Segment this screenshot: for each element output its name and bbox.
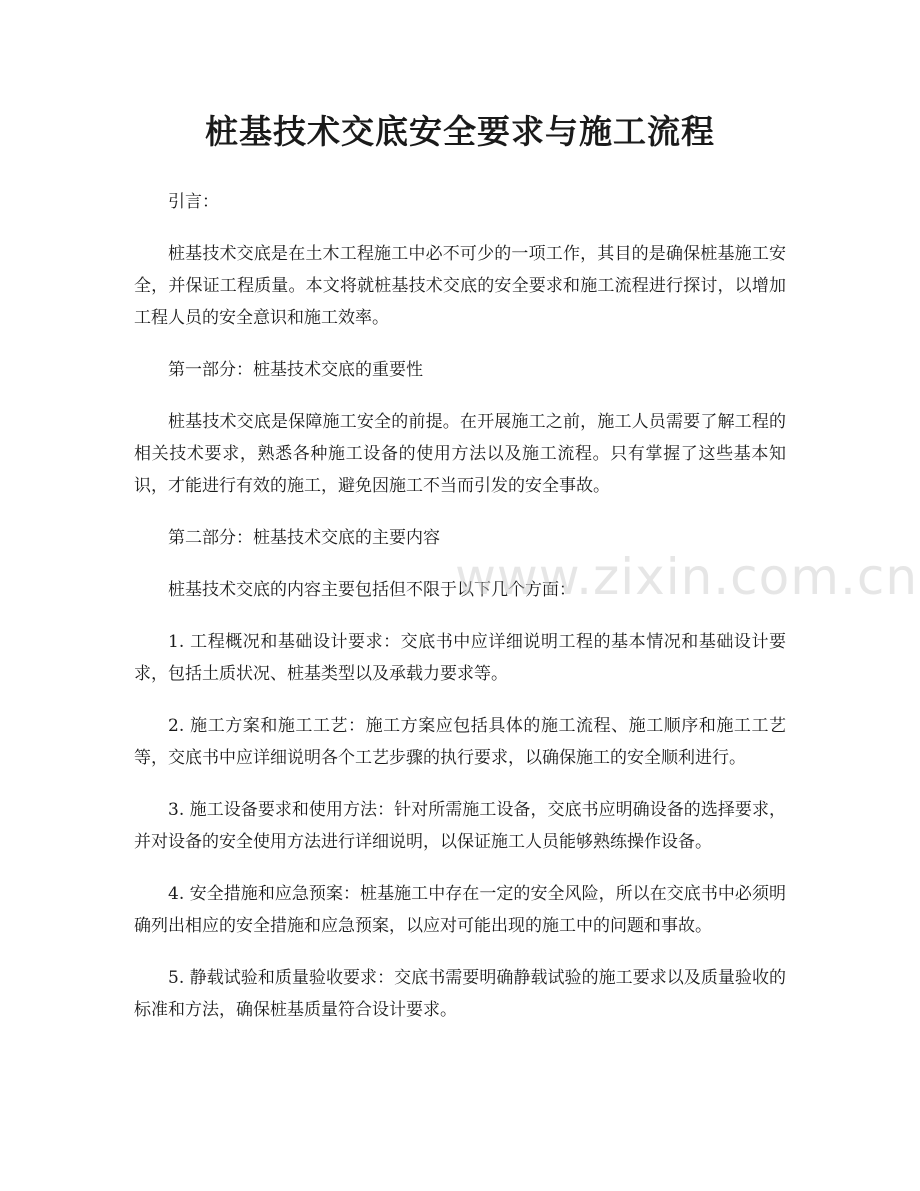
list-item-3: 3. 施工设备要求和使用方法：针对所需施工设备，交底书应明确设备的选择要求，并对设备的安全使用方法进行详细说明，以保证施工人员能够熟练操作设备。	[134, 800, 786, 852]
paragraph-intro: 桩基技术交底是在土木工程施工中必不可少的一项工作，其目的是确保桩基施工安全，并保证工程质量。本文将就桩基技术交底的安全要求和施工流程进行探讨，以增加工程人员的安全意识和施工效率。	[134, 244, 786, 328]
list-item-1: 1. 工程概况和基础设计要求：交底书中应详细说明工程的基本情况和基础设计要求，包括土质状况、桩基类型以及承载力要求等。	[134, 632, 786, 684]
list-item-5: 5. 静载试验和质量验收要求：交底书需要明确静载试验的施工要求以及质量验收的标准和方法，确保桩基质量符合设计要求。	[134, 968, 786, 1020]
paragraph-section-1: 桩基技术交底是保障施工安全的前提。在开展施工之前，施工人员需要了解工程的相关技术要求，熟悉各种施工设备的使用方法以及施工流程。只有掌握了这些基本知识，才能进行有效的施工，避免因施工不当而引发的安全事故。	[134, 412, 786, 496]
list-item-4: 4. 安全措施和应急预案：桩基施工中存在一定的安全风险，所以在交底书中必须明确列出相应的安全措施和应急预案，以应对可能出现的施工中的问题和事故。	[134, 884, 786, 936]
section-heading-2: 第二部分：桩基技术交底的主要内容	[168, 528, 440, 548]
document-title: 桩基技术交底安全要求与施工流程	[205, 112, 715, 151]
paragraph-section-2-lead: 桩基技术交底的内容主要包括但不限于以下几个方面：	[168, 580, 576, 600]
section-heading-1: 第一部分：桩基技术交底的重要性	[168, 360, 423, 380]
watermark-text: www.zixin.com.cn	[455, 548, 919, 606]
document-body	[134, 186, 786, 1046]
list-item-2: 2. 施工方案和施工工艺：施工方案应包括具体的施工流程、施工顺序和施工工艺等，交底书中应详细说明各个工艺步骤的执行要求，以确保施工的安全顺利进行。	[134, 716, 786, 768]
paragraph-intro-heading: 引言：	[168, 192, 219, 212]
